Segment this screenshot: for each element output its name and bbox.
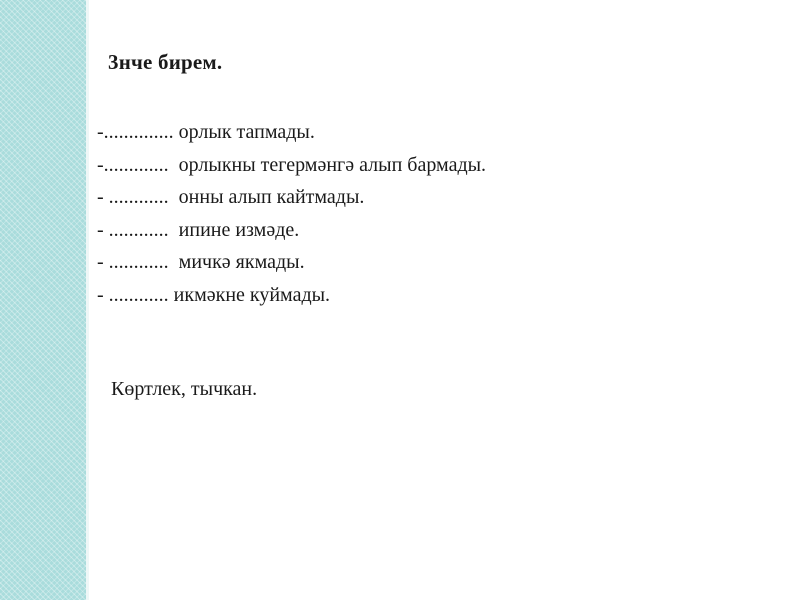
answer-text: Көртлек, тычкан.: [111, 378, 258, 400]
exercise-line-3: - ............ онны алып кайтмады.: [97, 186, 365, 208]
exercise-title: 3нче бирем.: [108, 50, 223, 74]
exercise-line-2: -............. орлыкны тегермәнгә алып бармады.: [97, 153, 487, 176]
exercise-line-5: - ............ мичкә якмады.: [97, 251, 305, 273]
side-bar-edge: [86, 0, 89, 600]
exercise-line-4: - ............ ипине измәде.: [97, 218, 300, 241]
exercise-line-6: - ............ икмәкне куймады.: [97, 283, 331, 306]
decorative-side-bar: [0, 0, 86, 600]
exercise-lines: [97, 116, 486, 311]
exercise-line-1: -.............. орлык тапмады.: [97, 121, 315, 143]
